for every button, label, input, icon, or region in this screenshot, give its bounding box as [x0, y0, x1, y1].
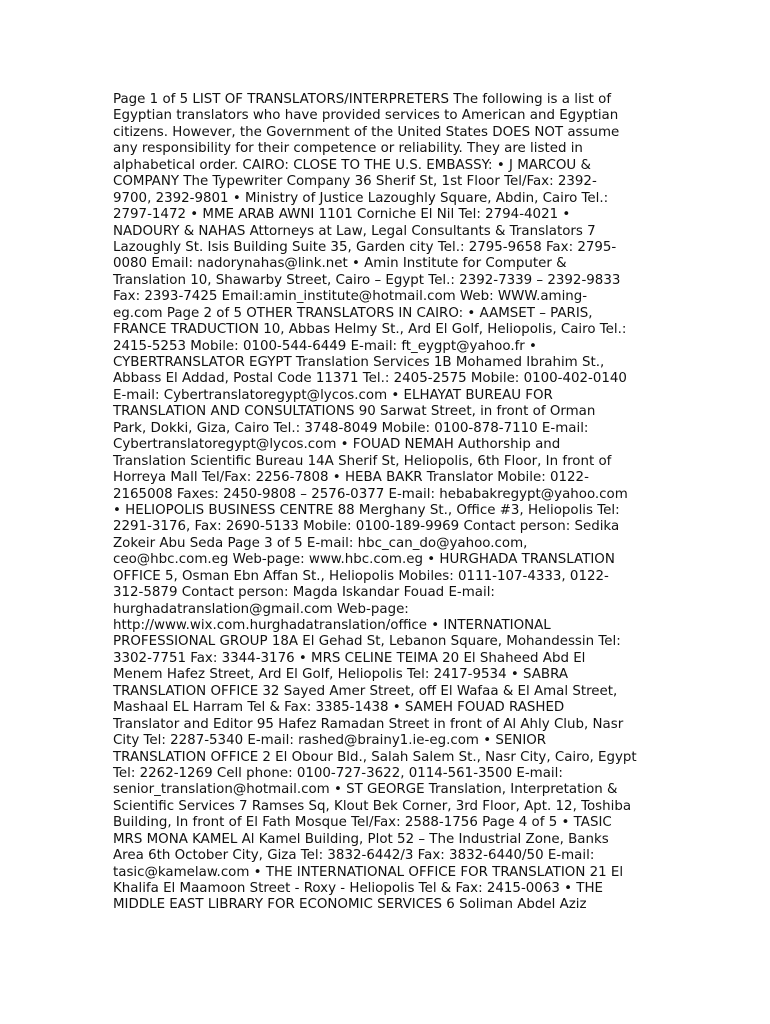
text-line: 312-5879 Contact person: Magda Iskandar Fouad E-mail: — [113, 585, 495, 601]
text-line: Fax: 2393-7425 Email:amin_institute@hotmail.com Web: WWW.aming- — [113, 289, 588, 305]
text-line: Khalifa El Maamoon Street - Roxy - Heliopolis Tel & Fax: 2415-0063 • THE — [113, 881, 603, 896]
text-line: Menem Hafez Street, Ard El Golf, Heliopolis Tel: 2417-9534 • SABRA — [113, 667, 569, 683]
text-line: 0080 Email: nadorynahas@link.net • Amin Institute for Computer & — [113, 256, 567, 272]
text-line: Scientific Services 7 Ramses Sq, Klout Bek Corner, 3rd Floor, Apt. 12, Toshiba — [113, 798, 632, 814]
text-line: 2165008 Faxes: 2450-9808 – 2576-0377 E-mail: hebabakregypt@yahoo.com — [113, 486, 628, 502]
text-line: 2291-3176, Fax: 2690-5133 Mobile: 0100-189-9969 Contact person: Sedika — [113, 519, 620, 535]
text-line: MRS MONA KAMEL Al Kamel Building, Plot 52 – The Industrial Zone, Banks — [113, 831, 609, 847]
text-line: E-mail: Cybertranslatoregypt@lycos.com • ELHAYAT BUREAU FOR — [113, 387, 553, 403]
text-line: 3302-7751 Fax: 3344-3176 • MRS CELINE TEIMA 20 El Shaheed Abd El — [113, 650, 586, 666]
text-line: senior_translation@hotmail.com • ST GEORGE Translation, Interpretation & — [113, 782, 618, 798]
text-line: MIDDLE EAST LIBRARY FOR ECONOMIC SERVICES 6 Soliman Abdel Aziz — [113, 897, 587, 913]
text-line: 9700, 2392-9801 • Ministry of Justice Lazoughly Square, Abdin, Cairo Tel.: — [113, 190, 609, 206]
text-line: citizens. However, the Government of the United States DOES NOT assume — [113, 124, 620, 140]
text-line: TRANSLATION AND CONSULTATIONS 90 Sarwat Street, in front of Orman — [113, 404, 596, 420]
text-line: ceo@hbc.com.eg Web-page: www.hbc.com.eg • HURGHADA TRANSLATION — [113, 552, 615, 568]
text-line: Egyptian translators who have provided services to American and Egyptian — [113, 108, 619, 124]
text-line: Translator and Editor 95 Hafez Ramadan Street in front of Al Ahly Club, Nasr — [113, 716, 624, 732]
text-line: eg.com Page 2 of 5 OTHER TRANSLATORS IN CAIRO: • AAMSET – PARIS, — [113, 305, 593, 321]
text-line: tasic@kamelaw.com • THE INTERNATIONAL OFFICE FOR TRANSLATION 21 El — [113, 864, 624, 880]
document-body-text — [113, 92, 673, 914]
text-line: City Tel: 2287-5340 E-mail: rashed@brainy1.ie-eg.com • SENIOR — [113, 733, 547, 749]
text-line: hurghadatranslation@gmail.com Web-page: — [113, 601, 409, 617]
text-line: • HELIOPOLIS BUSINESS CENTRE 88 Merghany St., Office #3, Heliopolis Tel: — [113, 502, 620, 518]
text-line: 2415-5253 Mobile: 0100-544-6449 E-mail: ft_eygpt@yahoo.fr • — [113, 338, 537, 354]
text-line: COMPANY The Typewriter Company 36 Sherif St, 1st Floor Tel/Fax: 2392- — [113, 174, 597, 190]
text-line: Tel: 2262-1269 Cell phone: 0100-727-3622, 0114-561-3500 E-mail: — [113, 765, 563, 781]
text-line: Mashaal EL Harram Tel & Fax: 3385-1438 • SAMEH FOUAD RASHED — [113, 700, 565, 716]
text-line: NADOURY & NAHAS Attorneys at Law, Legal Consultants & Translators 7 — [113, 223, 596, 239]
text-line: Translation Scientific Bureau 14A Sherif St, Heliopolis, 6th Floor, In front of — [113, 453, 612, 469]
text-line: alphabetical order. CAIRO: CLOSE TO THE U.S. EMBASSY: • J MARCOU & — [113, 157, 591, 173]
text-line: Area 6th October City, Giza Tel: 3832-6442/3 Fax: 3832-6440/50 E-mail: — [113, 848, 595, 864]
text-line: Building, In front of El Fath Mosque Tel/Fax: 2588-1756 Page 4 of 5 • TASIC — [113, 815, 612, 831]
text-line: PROFESSIONAL GROUP 18A El Gehad St, Lebanon Square, Mohandessin Tel: — [113, 634, 621, 650]
text-line: OFFICE 5, Osman Ebn Affan St., Heliopolis Mobiles: 0111-107-4333, 0122- — [113, 568, 609, 584]
text-line: FRANCE TRADUCTION 10, Abbas Helmy St., Ard El Golf, Heliopolis, Cairo Tel.: — [113, 322, 627, 338]
text-line: TRANSLATION OFFICE 2 El Obour Bld., Salah Salem St., Nasr City, Cairo, Egypt — [113, 749, 637, 765]
text-line: Cybertranslatoregypt@lycos.com • FOUAD NEMAH Authorship and — [113, 437, 561, 453]
text-line: Horreya Mall Tel/Fax: 2256-7808 • HEBA BAKR Translator Mobile: 0122- — [113, 470, 589, 486]
text-line: any responsibility for their competence or reliability. They are listed in — [113, 141, 583, 157]
text-line: TRANSLATION OFFICE 32 Sayed Amer Street, off El Wafaa & El Amal Street, — [113, 683, 618, 699]
text-line: Lazoughly St. Isis Building Suite 35, Garden city Tel.: 2795-9658 Fax: 2795- — [113, 239, 617, 255]
text-line: Park, Dokki, Giza, Cairo Tel.: 3748-8049 Mobile: 0100-878-7110 E-mail: — [113, 420, 589, 436]
text-line: Zokeir Abu Seda Page 3 of 5 E-mail: hbc_can_do@yahoo.com, — [113, 535, 528, 551]
text-line: Abbass El Addad, Postal Code 11371 Tel.: 2405-2575 Mobile: 0100-402-0140 — [113, 371, 627, 387]
text-line: 2797-1472 • MME ARAB AWNI 1101 Corniche El Nil Tel: 2794-4021 • — [113, 207, 571, 223]
text-line: CYBERTRANSLATOR EGYPT Translation Services 1B Mohamed Ibrahim St., — [113, 355, 605, 370]
text-line: http://www.wix.com.hurghadatranslation/office • INTERNATIONAL — [113, 618, 551, 633]
text-line: Translation 10, Shawarby Street, Cairo – Egypt Tel.: 2392-7339 – 2392-9833 — [113, 272, 621, 288]
text-line: Page 1 of 5 LIST OF TRANSLATORS/INTERPRETERS The following is a list of — [113, 92, 612, 107]
